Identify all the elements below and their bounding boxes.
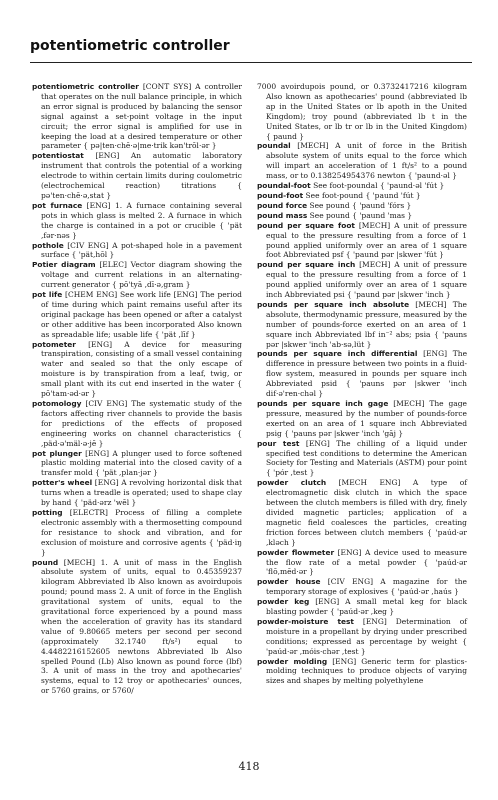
entry-headword: Potier diagram bbox=[32, 260, 96, 270]
entry-definition: [MECH ENG] A type of electromagnetic disk clutch in which the space between the clutch members is filled with dry, finely divided magnetic particles; application of a magnetic field coalesces the particles, creating friction forces between clutch members { 'paúd·ər ,kləch } bbox=[266, 478, 467, 547]
dictionary-entry bbox=[257, 349, 467, 399]
entry-headword: poundal bbox=[257, 141, 291, 151]
entry-definition: [MECH] The gage pressure, measured by the number of pounds-force exerted on an area of 1 square inch Abbreviated psig { 'pauns pər |skwer 'inch 'gāj } bbox=[266, 399, 467, 438]
entry-definition: [ENG] Determination of moisture in a propellant by drying under prescribed conditions; expressed as percentage by weight { 'paúd·ər ,móis·chər ,test } bbox=[266, 616, 467, 656]
dictionary-entry bbox=[257, 617, 467, 657]
dictionary-entry bbox=[257, 439, 467, 479]
entry-definition: [MECH] A unit of pressure equal to the pressure resulting from a force of 1 pound applied uniformly over an area of 1 square foot Abbreviated psf { 'paund pər |skwer 'fút } bbox=[266, 220, 467, 260]
dictionary-entry bbox=[32, 340, 242, 399]
entry-definition: [CIV ENG] A magazine for the temporary storage of explosives { 'paúd·ər ,haús } bbox=[266, 577, 467, 597]
entry-headword: powder molding bbox=[257, 656, 328, 666]
entry-definition: [MECH] A unit of pressure equal to the pressure resulting from a force of 1 pound applied uniformly over an area of 1 square inch Abbreviated psi { 'paund pər |skwer 'inch } bbox=[266, 260, 467, 300]
entry-headword: powder flowmeter bbox=[257, 547, 335, 557]
entry-definition: [ENG] A revolving horizontal disk that turns when a treadle is operated; used to shape clay by hand { 'päd·ərz 'wēl } bbox=[41, 478, 242, 508]
dictionary-entry bbox=[32, 478, 242, 508]
entry-headword: powder-moisture test bbox=[257, 616, 354, 626]
dictionary-entry bbox=[257, 577, 467, 597]
entry-definition: [CHEM ENG] See work life [ENG] The period of time during which paint remains useful after its original package has been opened or after a catalyst or other additive has been incorporated Also known as spreadable life; usable life { 'pät ,līf } bbox=[41, 290, 242, 339]
dictionary-entry bbox=[32, 508, 242, 558]
dictionary-entry bbox=[257, 201, 467, 211]
entry-headword: pour test bbox=[257, 438, 300, 448]
entry-definition: [ENG] 1. A furnace containing several pots in which glass is melted 2. A furnace in which the charge is contained in a pot or crucible { 'pät ,fər·nəs } bbox=[41, 200, 242, 240]
entry-headword: powder keg bbox=[257, 597, 310, 607]
entry-headword: pot life bbox=[32, 290, 63, 300]
entry-headword: pound per square foot bbox=[257, 220, 355, 230]
dictionary-entry bbox=[257, 260, 467, 300]
dictionary-entry bbox=[257, 478, 467, 547]
dictionary-entry bbox=[32, 399, 242, 449]
entry-headword: pothole bbox=[32, 240, 64, 250]
entry-headword: potter's wheel bbox=[32, 478, 93, 488]
entry-definition: See foot-poundal { 'paund·əl 'fút } bbox=[310, 181, 445, 191]
entry-headword: pounds per square inch gage bbox=[257, 399, 389, 408]
right-column bbox=[257, 82, 467, 686]
entry-definition: [ENG] The difference in pressure between two points in a fluid-flow system, measured in pounds per square inch Abbreviated psid { 'pauns pər |skwer 'inch dif·ə'ren·chəl } bbox=[266, 349, 468, 399]
running-head: potentiometric controller bbox=[30, 38, 230, 54]
dictionary-entry bbox=[32, 558, 242, 697]
entry-definition: See pound { 'paund 'mas } bbox=[307, 210, 413, 220]
entry-headword: powder clutch bbox=[257, 478, 327, 488]
entry-definition: 7000 avoirdupois pound, or 0.3732417216 kilogram Also known as apothecaries' pound (abbreviated lb ap in the United States or lb apoth in the United Kingdom); troy pound (abbreviated lb t in the United States, or lb tr or lb in the United Kingdom) { paund } bbox=[257, 82, 467, 141]
entry-headword: pot plunger bbox=[32, 448, 82, 458]
dictionary-entry bbox=[257, 141, 467, 181]
header-rule bbox=[30, 62, 472, 63]
entry-definition: [ENG] A plunger used to force softened plastic molding material into the closed cavity of a transfer mold { 'pät ,plan·jər } bbox=[41, 448, 242, 478]
dictionary-entry bbox=[32, 449, 242, 479]
entry-headword: pot furnace bbox=[32, 200, 83, 210]
dictionary-entry bbox=[32, 201, 242, 241]
entry-definition: [ENG] A small metal keg for black blasting powder { 'paúd·ər ,keg } bbox=[266, 597, 467, 617]
entry-headword: potentiometric controller bbox=[32, 82, 139, 91]
entry-definition: [CIV ENG] A pot-shaped hole in a pavement surface { 'pät,hōl } bbox=[41, 240, 242, 260]
entry-headword: pound-foot bbox=[257, 190, 304, 200]
entry-headword: pound force bbox=[257, 200, 308, 210]
left-column bbox=[32, 82, 242, 696]
dictionary-entry bbox=[32, 82, 242, 151]
entry-headword: potting bbox=[32, 507, 63, 517]
entry-headword: pounds per square inch absolute bbox=[257, 299, 410, 309]
entry-headword: potometer bbox=[32, 339, 76, 349]
entry-definition: See foot-pound { 'paund 'fút } bbox=[303, 190, 421, 200]
entry-definition: [MECH] 1. A unit of mass in the English absolute system of units, equal to 0.45359237 kilogram Abbreviated lb Also known as avoirdupois pound; pound mass 2. A unit of force in the English gravitational system of units, equal to the gravitational force experienced by a pound mass when the acceleration of gravity has its standard value of 9.80665 meters per second per second (approximately 32.1740 ft/s²) equal to 4.4482216152605 newtons Abbreviated lb Also spelled Pound (Lb) Also known as pound force (lbf) 3. A unit of mass in the troy and apothecaries' systems, equal to 12 troy or apothecaries' ounces, or 5760 grains, or 5760/ bbox=[41, 557, 242, 696]
dictionary-entry bbox=[257, 548, 467, 578]
entry-headword: powder house bbox=[257, 577, 321, 587]
dictionary-entry bbox=[257, 191, 467, 201]
dictionary-entry bbox=[257, 399, 467, 439]
dictionary-entry bbox=[32, 151, 242, 201]
dictionary-entry bbox=[257, 82, 467, 141]
dictionary-entry bbox=[257, 657, 467, 687]
entry-headword: potentiostat bbox=[32, 151, 84, 161]
entry-headword: potomology bbox=[32, 399, 82, 408]
entry-definition: [MECH] A unit of force in the British absolute system of units equal to the force which will impart an acceleration of 1 ft/s² to a pound mass, or to 0.138254954376 newton { 'paund·əl } bbox=[266, 141, 467, 181]
entry-definition: See pound { 'paund 'fórs } bbox=[307, 200, 412, 210]
entry-definition: [ENG] An automatic laboratory instrument that controls the potential of a working electrode to within certain limits during coulometric (electrochemical reaction) titrations { pə'ten·chē·ə,stat } bbox=[41, 151, 242, 200]
entry-headword: pound per square inch bbox=[257, 260, 356, 270]
entry-definition: [CONT SYS] A controller that operates on the null balance principle, in which an error signal is produced by balancing the sensor signal against a set-point voltage in the input circuit; the error signal is amplified for use in keeping the load at a desired temperature or other parameter { pə|ten·chē·ə|me·trik kən'trōl·ər } bbox=[41, 82, 242, 151]
dictionary-entry bbox=[257, 211, 467, 221]
page-number: 418 bbox=[238, 760, 260, 773]
entry-definition: [CIV ENG] The systematic study of the factors affecting river channels to provide the basis for predictions of the effects of proposed engineering works on channel characteristics { ,päd·ə'mäl·ə·jē } bbox=[41, 399, 242, 448]
entry-definition: [ENG] A device used to measure the flow rate of a metal powder { 'paúd·ər 'flō,mēd·ər } bbox=[266, 547, 467, 577]
dictionary-entry bbox=[257, 181, 467, 191]
dictionary-entry bbox=[257, 221, 467, 261]
entry-definition: [ENG] The chilling of a liquid under specified test conditions to determine the American Society for Testing and Materials (ASTM) pour point { 'pór ,test } bbox=[266, 438, 467, 478]
entry-definition: [MECH] The absolute, thermodynamic pressure, measured by the number of pounds-force exerted on an area of 1 square inch Abbreviated lbf in⁻² abs; psia { 'pauns pər |skwer 'inch 'ab·sə,lüt } bbox=[266, 299, 467, 349]
dictionary-entry bbox=[32, 260, 242, 290]
entry-definition: [ENG] A device for measuring transpiration, consisting of a small vessel containing water and sealed so that the only escape of moisture is by transpiration from a leaf, twig, or small plant with its cut end inserted in the water { pō'tam·əd·ər } bbox=[41, 339, 242, 399]
entry-headword: pound bbox=[32, 557, 59, 567]
dictionary-entry bbox=[257, 300, 467, 350]
entry-headword: pound mass bbox=[257, 210, 308, 220]
dictionary-entry bbox=[32, 241, 242, 261]
entry-definition: [ELEC] Vector diagram showing the voltage and current relations in an alternating-current generator { pō'tyā ,dī·ə,gram } bbox=[41, 260, 242, 290]
entry-headword: pounds per square inch differential bbox=[257, 349, 418, 359]
entry-headword: poundal-foot bbox=[257, 181, 311, 191]
entry-definition: [ENG] Generic term for plastics-molding techniques to produce objects of varying sizes and shapes by melting polyethylene bbox=[266, 656, 467, 686]
dictionary-entry bbox=[32, 290, 242, 340]
entry-definition: [ELECTR] Process of filling a complete electronic assembly with a thermosetting compound for resistance to shock and vibration, and for exclusion of moisture and corrosive agents { 'päd·iŋ } bbox=[41, 507, 242, 557]
dictionary-entry bbox=[257, 597, 467, 617]
